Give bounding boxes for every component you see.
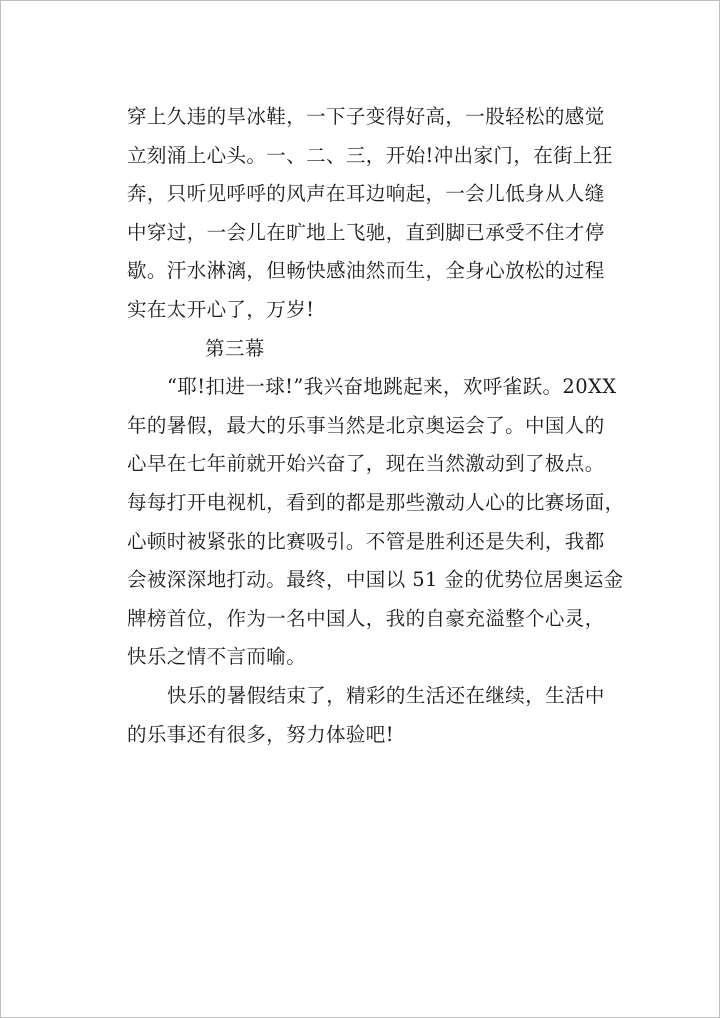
section-heading: 第三幕 [205,336,265,360]
text-line: 年的暑假，最大的乐事当然是北京奥运会了。中国人的 [127,413,605,437]
text-line: 中穿过，一会儿在旷地上飞驰，直到脚已承受不住才停 [127,220,605,244]
text-line: 会被深深地打动。最终，中国以 51 金的优势位居奥运金 [127,568,624,592]
text-line: 快乐的暑假结束了，精彩的生活还在继续，生活中 [167,683,605,707]
text-line: 的乐事还有很多，努力体验吧! [127,722,394,746]
text-line: 实在太开心了，万岁! [127,297,315,321]
text-line: 牌榜首位，作为一名中国人，我的自豪充溢整个心灵， [127,606,605,630]
paragraph-skating [127,98,613,330]
paragraph-olympics [127,368,625,677]
text-line: “耶!扣进一球!”我兴奋地跳起来，欢呼雀跃。20XX [167,375,617,399]
text-line: 心顿时被紧张的比赛吸引。不管是胜利还是失利，我都 [127,529,605,553]
text-line: 歇。汗水淋漓，但畅快感油然而生，全身心放松的过程 [127,259,605,283]
text-line: 每每打开电视机，看到的都是那些激动人心的比赛场面， [127,490,625,514]
paragraph-conclusion [127,677,607,754]
text-line: 快乐之情不言而喻。 [127,645,307,669]
text-line: 心早在七年前就开始兴奋了，现在当然激动到了极点。 [127,452,605,476]
text-line: 奔，只听见呼呼的风声在耳边响起，一会儿低身从人缝 [127,182,605,206]
text-line: 立刻涌上心头。一、二、三，开始!冲出家门，在街上狂 [127,143,613,167]
text-line: 穿上久违的旱冰鞋，一下子变得好高，一股轻松的感觉 [127,105,605,128]
document-body [127,98,625,754]
